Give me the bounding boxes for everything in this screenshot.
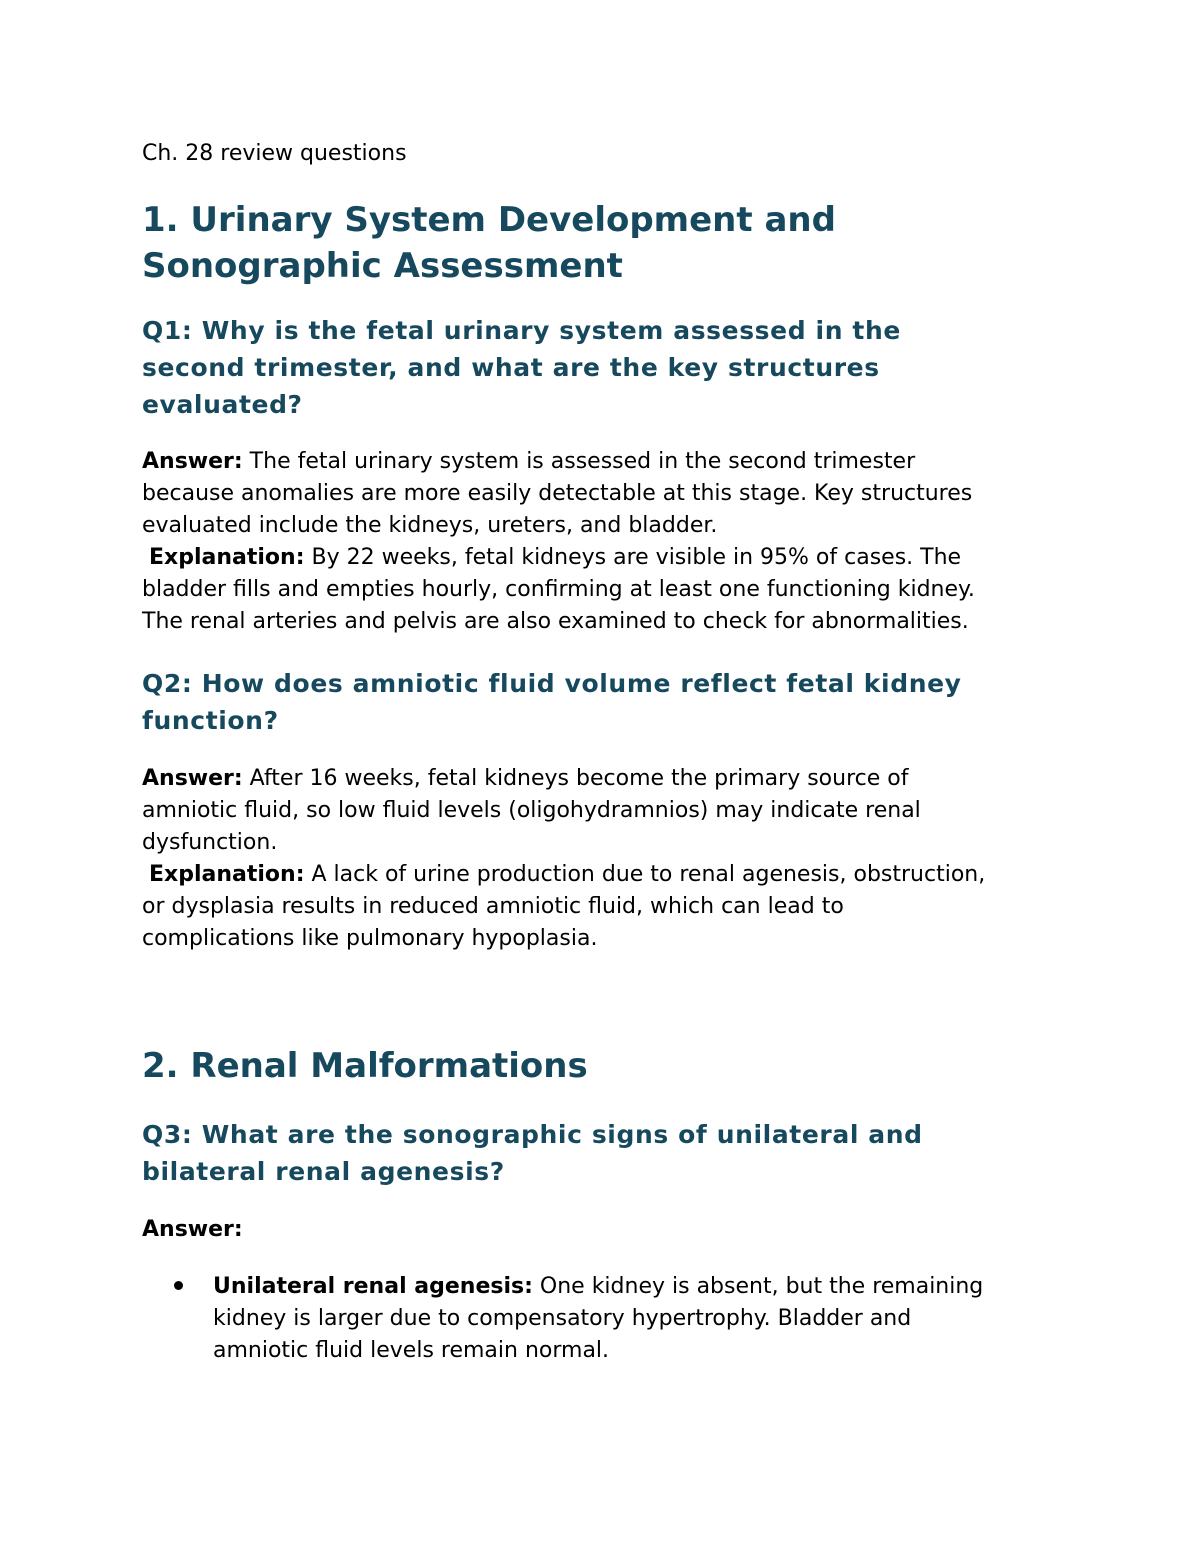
document-page	[142, 138, 1062, 1367]
question-2-heading	[142, 665, 1062, 739]
question-2-answer	[142, 763, 1062, 955]
explanation-1-line-3: The renal arteries and pelvis are also examined to check for abnormalities.	[142, 609, 969, 634]
answer-label: Answer:	[142, 766, 243, 791]
bullet-line-1	[213, 1271, 1062, 1303]
explanation-2-text-1: A lack of urine production due to renal agenesis, obstruction,	[304, 862, 986, 887]
answer-1-line-2: because anomalies are more easily detectable at this stage. Key structures	[142, 481, 973, 506]
question-2-line-2: function?	[142, 706, 279, 735]
section-2-heading: 2. Renal Malformations	[142, 1046, 588, 1086]
document-title: Ch. 28 review questions	[142, 141, 407, 166]
list-item	[142, 1271, 1062, 1367]
question-1-answer	[142, 446, 1062, 638]
explanation-2-line-2: or dysplasia results in reduced amniotic fluid, which can lead to	[142, 894, 844, 919]
bullet-line-2: kidney is larger due to compensatory hypertrophy. Bladder and	[213, 1306, 912, 1331]
question-1-line-1: Q1: Why is the fetal urinary system assessed in the	[142, 316, 901, 345]
section-1-heading-line-1: 1. Urinary System Development and	[142, 200, 836, 240]
answer-3-bullet-list	[142, 1271, 1062, 1367]
answer-2-text-1: After 16 weeks, fetal kidneys become the primary source of	[242, 766, 909, 791]
explanation-1-text-1: By 22 weeks, fetal kidneys are visible in 95% of cases. The	[304, 545, 962, 570]
bullet-text-1: One kidney is absent, but the remaining	[532, 1274, 984, 1299]
explanation-1-line-2: bladder fills and empties hourly, confirming at least one functioning kidney.	[142, 577, 975, 602]
bullet-icon	[174, 1281, 183, 1290]
explanation-label: Explanation:	[149, 545, 305, 570]
explanation-label: Explanation:	[149, 862, 305, 887]
question-1-heading	[142, 312, 1062, 423]
question-3-heading	[142, 1116, 1062, 1190]
answer-label: Answer:	[142, 449, 243, 474]
question-3-line-2: bilateral renal agenesis?	[142, 1157, 505, 1186]
section-1-heading-line-2: Sonographic Assessment	[142, 246, 623, 286]
question-3-answer	[142, 1214, 1062, 1246]
bullet-line-3: amniotic fluid levels remain normal.	[213, 1338, 610, 1363]
answer-2-line-1	[142, 763, 1062, 795]
bullet-label: Unilateral renal agenesis:	[213, 1274, 533, 1299]
question-2-line-1: Q2: How does amniotic fluid volume reflect fetal kidney	[142, 669, 962, 698]
answer-label: Answer:	[142, 1217, 243, 1242]
explanation-2-line-1	[142, 859, 1062, 891]
question-1-line-2: second trimester, and what are the key structures	[142, 353, 880, 382]
answer-1-line-1	[142, 446, 1062, 478]
answer-2-line-3: dysfunction.	[142, 830, 278, 855]
question-3-line-1: Q3: What are the sonographic signs of unilateral and	[142, 1120, 923, 1149]
answer-2-line-2: amniotic fluid, so low fluid levels (oligohydramnios) may indicate renal	[142, 798, 921, 823]
answer-1-line-3: evaluated include the kidneys, ureters, and bladder.	[142, 513, 718, 538]
section-1-heading	[142, 197, 1062, 289]
explanation-2-line-3: complications like pulmonary hypoplasia.	[142, 926, 598, 951]
answer-1-text-1: The fetal urinary system is assessed in the second trimester	[242, 449, 916, 474]
question-1-line-3: evaluated?	[142, 390, 303, 419]
explanation-1-line-1	[142, 542, 1062, 574]
